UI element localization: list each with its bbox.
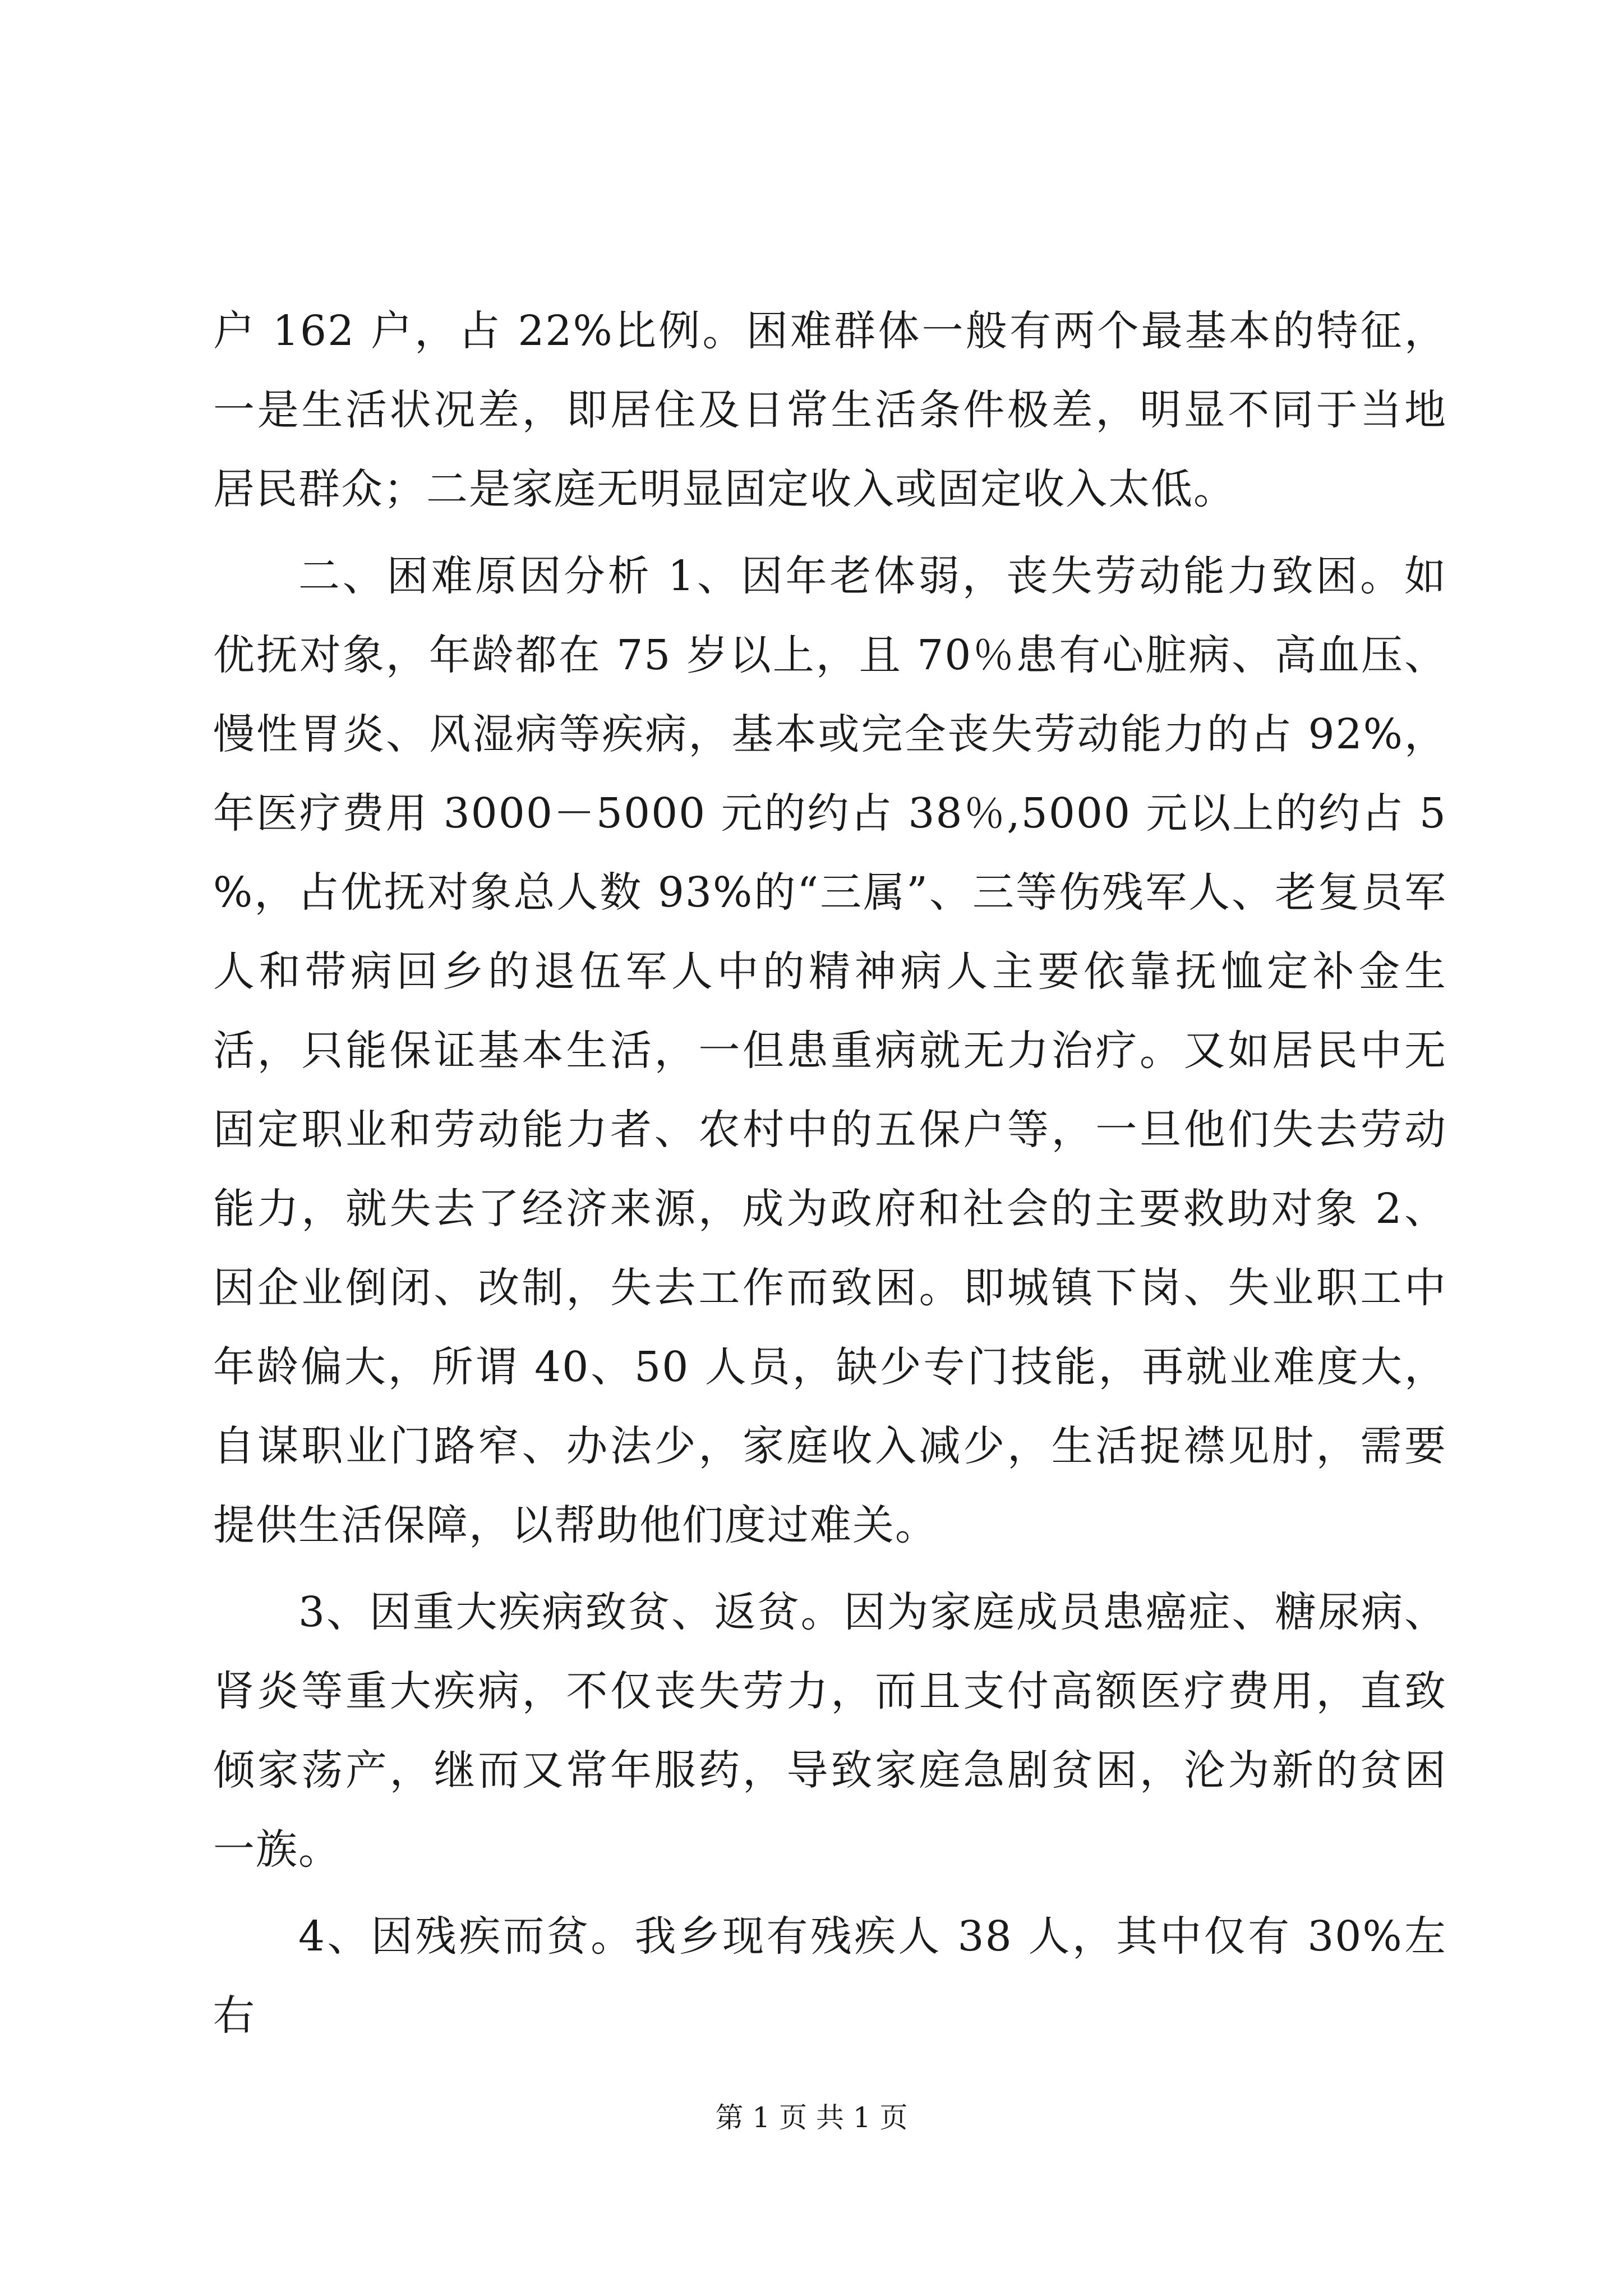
- paragraph-1: 户 162 户，占 22%比例。困难群体一般有两个最基本的特征，一是生活状况差，即居住及日常生活条件极差，明显不同于当地居民群众；二是家庭无明显固定收入或固定收入太低。: [213, 307, 1447, 513]
- page-footer: 第 1 页 共 1 页: [715, 2101, 908, 2134]
- document-body: [213, 292, 1447, 2055]
- paragraph-2: 二、困难原因分析 1、因年老体弱，丧失劳动能力致困。如优抚对象，年龄都在 75 岁以上，且 70％患有心脏病、高血压、慢性胃炎、风湿病等疾病，基本或完全丧失劳动能力的占 92%，年医疗费用 3000－5000 元的约占 38％,5000 元以上的约占 5 %，占优抚对象总人数 93%的“三属”、三等伤残军人、老复员军人和带病回乡的退伍军人中的精神病人主要依靠抚恤定补金生活，只能保证基本生活，一但患重病就无力治疗。又如居民中无固定职业和劳动能力者、农村中的五保户等，一旦他们失去劳动能力，就失去了经济来源，成为政府和社会的主要救助对象 2、因企业倒闭、改制，失去工作而致困。即城镇下岗、失业职工中年龄偏大，所谓 40、50 人员，缺少专门技能，再就业难度大，自谋职业门路窄、办法少，家庭收入减少，生活捉襟见肘，需要提供生活保障，以帮助他们度过难关。: [213, 552, 1447, 1549]
- paragraph-3: 3、因重大疾病致贫、返贫。因为家庭成员患癌症、糖尿病、肾炎等重大疾病，不仅丧失劳力，而且支付高额医疗费用，直致倾家荡产，继而又常年服药，导致家庭急剧贫困，沦为新的贫困一族。: [213, 1588, 1447, 1874]
- paragraph-4: 4、因残疾而贫。我乡现有残疾人 38 人，其中仅有 30%左右: [213, 1912, 1447, 2040]
